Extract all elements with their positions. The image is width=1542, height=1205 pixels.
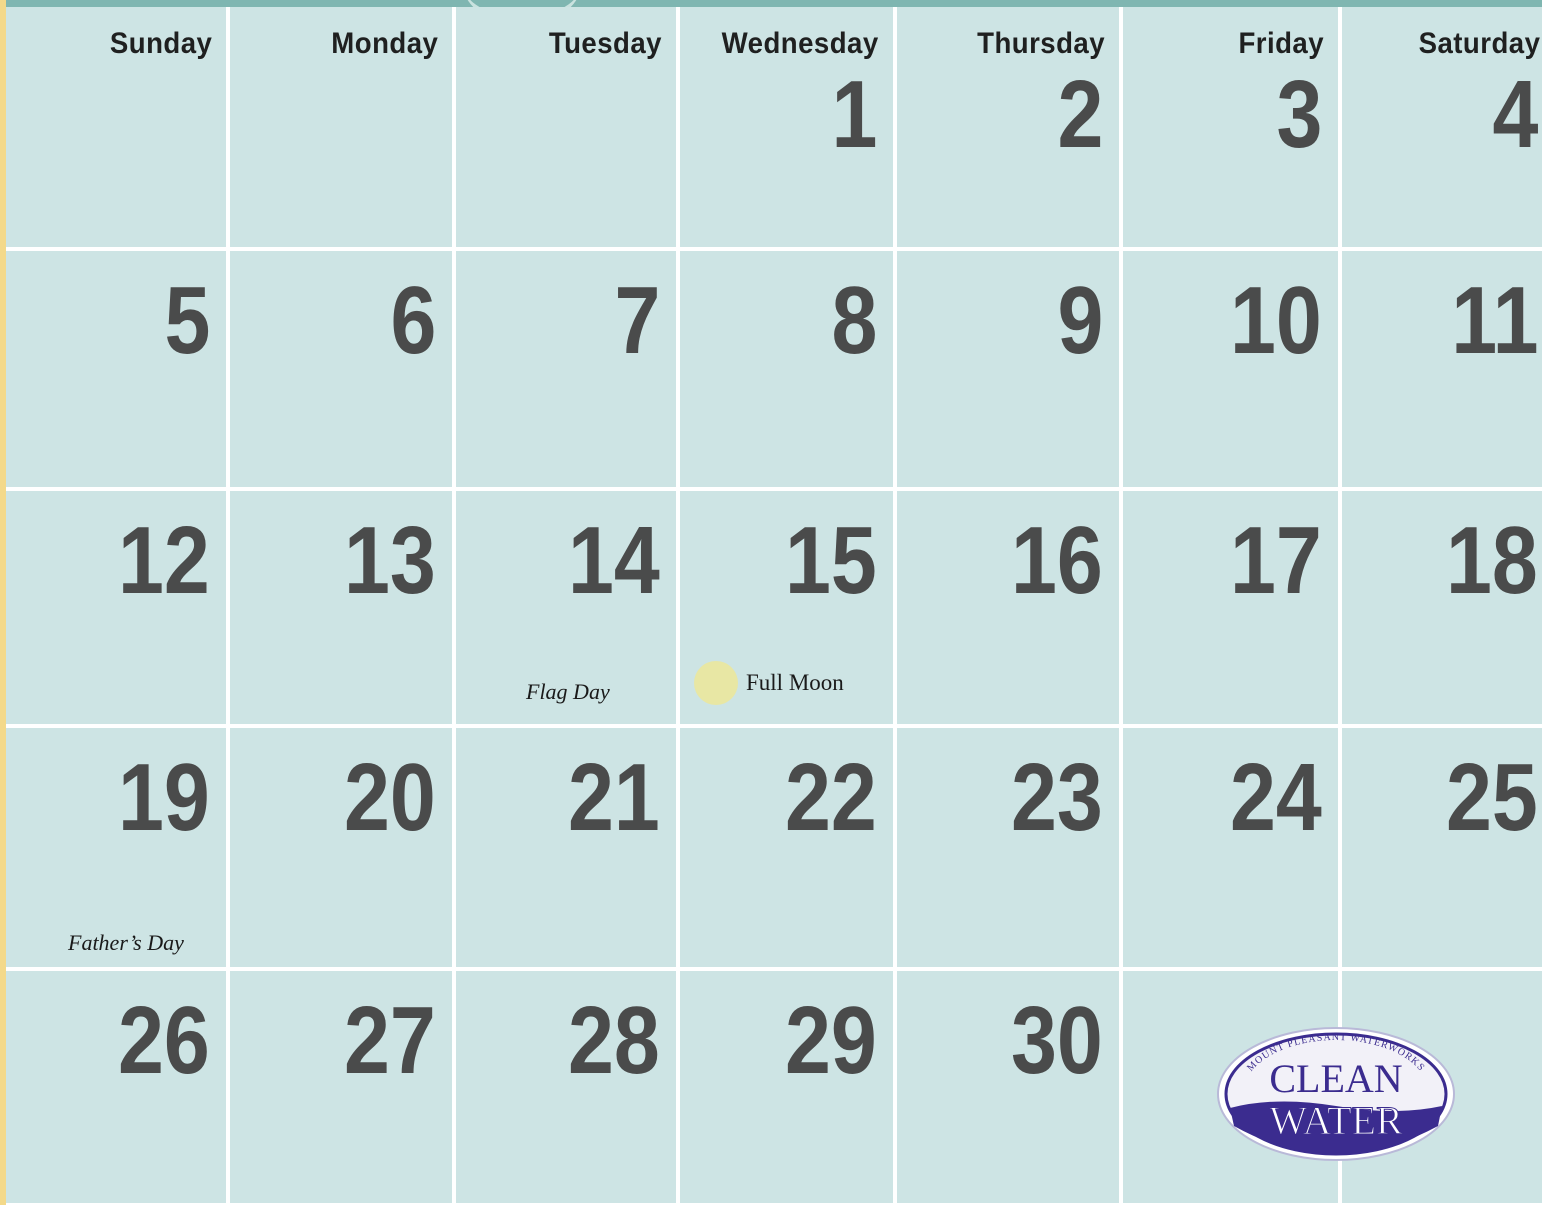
weekday-header-tuesday: Tuesday (548, 27, 662, 60)
day-cell-7 (456, 251, 676, 487)
day-number: 14 (568, 507, 660, 614)
day-number: 2 (1057, 61, 1103, 168)
day-cell-18 (1342, 491, 1542, 724)
weekday-header-thursday: Thursday (977, 27, 1105, 60)
day-cell-16 (897, 491, 1119, 724)
day-cell-25 (1342, 728, 1542, 967)
day-cell-30 (897, 971, 1119, 1203)
day-number: 15 (785, 507, 877, 614)
weekday-header-sunday: Sunday (109, 27, 212, 60)
empty-day-cell (456, 7, 676, 247)
top-accent-band (6, 0, 1542, 7)
day-number: 8 (831, 267, 877, 374)
day-number: 22 (785, 744, 877, 851)
day-cell-24 (1123, 728, 1338, 967)
weekday-header-monday: Monday (330, 27, 438, 60)
day-cell-1 (680, 7, 893, 247)
day-cell-29 (680, 971, 893, 1203)
day-number: 26 (118, 987, 210, 1094)
full-moon-label: Full Moon (746, 670, 844, 695)
weekday-header-saturday: Saturday (1418, 27, 1540, 60)
full-moon-icon (694, 661, 738, 705)
weekday-header-wednesday: Wednesday (721, 27, 879, 60)
day-number: 12 (118, 507, 210, 614)
day-cell-13 (230, 491, 452, 724)
day-number: 6 (390, 267, 436, 374)
event-fathers-day: Father’s Day (68, 930, 184, 955)
day-cell-11 (1342, 251, 1542, 487)
day-number: 19 (118, 744, 210, 851)
day-cell-2 (897, 7, 1119, 247)
day-cell-17 (1123, 491, 1338, 724)
day-number: 4 (1492, 61, 1538, 168)
day-number: 28 (568, 987, 660, 1094)
empty-day-cell (6, 7, 226, 247)
day-number: 20 (344, 744, 436, 851)
day-cell-21 (456, 728, 676, 967)
day-cell-5 (6, 251, 226, 487)
day-cell-20 (230, 728, 452, 967)
day-number: 10 (1230, 267, 1322, 374)
day-cell-9 (897, 251, 1119, 487)
day-number: 23 (1011, 744, 1103, 851)
day-number: 13 (344, 507, 436, 614)
day-cell-10 (1123, 251, 1338, 487)
empty-day-cell (230, 7, 452, 247)
day-number: 17 (1230, 507, 1322, 614)
day-number: 5 (164, 267, 210, 374)
day-cell-19 (6, 728, 226, 967)
day-cell-28 (456, 971, 676, 1203)
day-cell-6 (230, 251, 452, 487)
day-number: 7 (614, 267, 660, 374)
day-cell-23 (897, 728, 1119, 967)
day-number: 29 (785, 987, 877, 1094)
logo-line-clean: CLEAN (1269, 1056, 1403, 1101)
day-cell-3 (1123, 7, 1338, 247)
day-cell-12 (6, 491, 226, 724)
day-cell-15 (680, 491, 893, 724)
event-flag-day: Flag Day (526, 679, 610, 704)
day-number: 18 (1446, 507, 1538, 614)
day-cell-8 (680, 251, 893, 487)
logo-arc-text: MOUNT PLEASANT WATERWORKS (1245, 1032, 1427, 1074)
day-number: 27 (344, 987, 436, 1094)
logo-line-water: WATER (1269, 1098, 1403, 1143)
day-number: 11 (1450, 267, 1538, 374)
day-cell-4 (1342, 7, 1542, 247)
clean-water-logo (1216, 1026, 1456, 1162)
day-number: 9 (1057, 267, 1103, 374)
day-cell-14 (456, 491, 676, 724)
day-number: 30 (1011, 987, 1103, 1094)
day-cell-26 (6, 971, 226, 1203)
day-number: 16 (1011, 507, 1103, 614)
day-number: 25 (1446, 744, 1538, 851)
day-number: 21 (568, 744, 660, 851)
day-number: 24 (1230, 744, 1322, 851)
day-number: 3 (1276, 61, 1322, 168)
event-full-moon (694, 661, 844, 705)
weekday-header-friday: Friday (1238, 27, 1324, 60)
day-cell-27 (230, 971, 452, 1203)
day-cell-22 (680, 728, 893, 967)
day-number: 1 (831, 61, 877, 168)
